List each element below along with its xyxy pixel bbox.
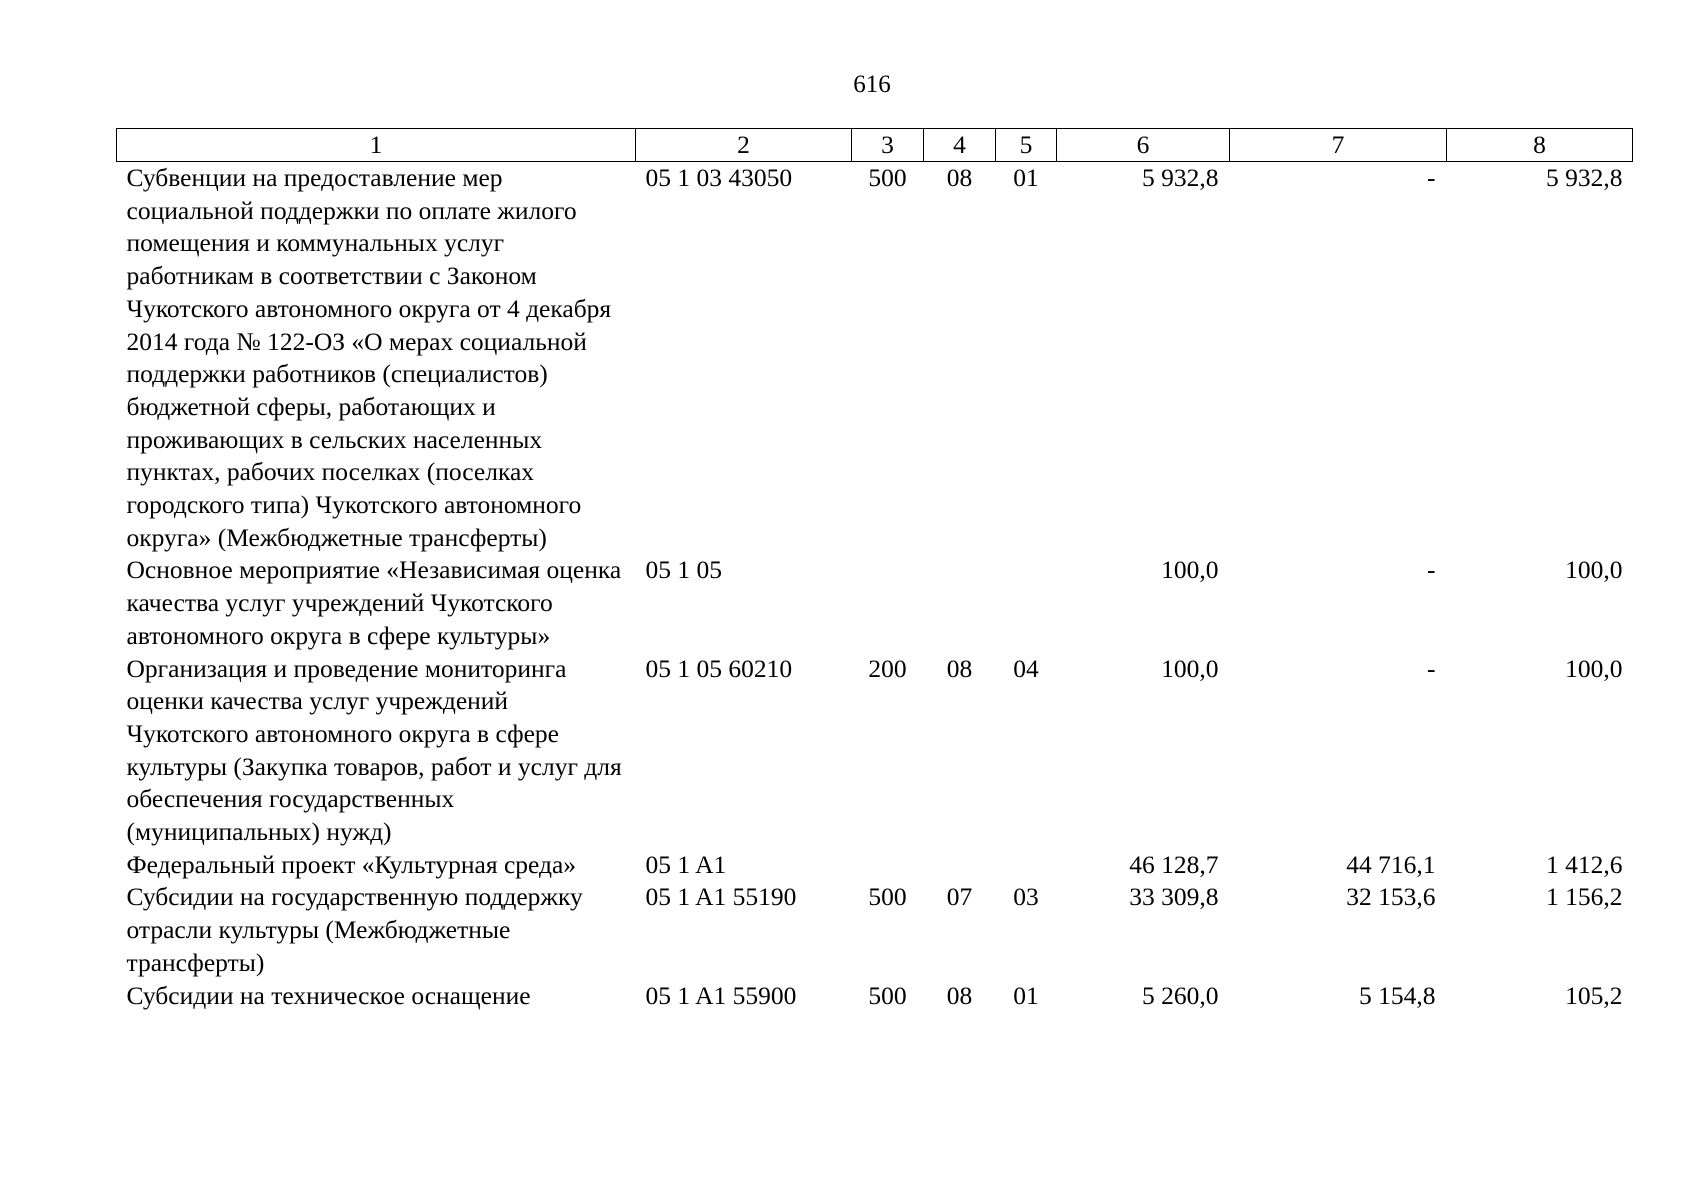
row-col7-cell: - xyxy=(1427,163,1436,192)
row-name-cell: Субсидии на государственную поддержку отрасли культуры (Межбюджетные трансферты) xyxy=(126,882,583,977)
row-col8-cell: 105,2 xyxy=(1565,980,1623,1010)
row-name-cell: Федеральный проект «Культурная среда» xyxy=(126,849,577,879)
row-col4-cell xyxy=(924,849,996,882)
table-row xyxy=(117,653,1633,849)
column-header-1: 1 xyxy=(117,129,636,162)
page-number: 616 xyxy=(853,71,891,98)
row-col7-cell: - xyxy=(1427,555,1436,585)
row-col3-cell: 500 xyxy=(868,980,907,1010)
row-col5-cell: 04 xyxy=(1013,653,1039,683)
column-header-6: 6 xyxy=(1057,129,1230,162)
row-col8-cell: 1 156,2 xyxy=(1546,882,1623,912)
row-code-cell: 05 1 05 xyxy=(645,555,722,585)
row-col4-cell xyxy=(924,554,996,652)
row-col4-cell: 08 xyxy=(946,163,973,192)
row-col5-cell: 01 xyxy=(1013,163,1039,192)
row-col8-cell: 5 932,8 xyxy=(1546,163,1623,192)
row-col5-cell xyxy=(996,554,1057,652)
row-col4-cell: 08 xyxy=(946,653,973,683)
row-name-cell: Основное мероприятие «Независимая оценка качества услуг учреждений Чукотского автономного округа в сфере культуры» xyxy=(126,555,622,650)
row-col5-cell xyxy=(996,849,1057,882)
table-row xyxy=(117,554,1633,652)
row-col6-cell: 5 260,0 xyxy=(1142,980,1219,1010)
table-row xyxy=(117,162,1633,555)
row-col4-cell: 08 xyxy=(946,980,973,1010)
column-number-header-row xyxy=(117,129,1633,162)
row-col7-cell: 32 153,6 xyxy=(1346,882,1436,912)
row-col5-cell: 03 xyxy=(1013,882,1039,912)
row-code-cell: 05 1 A1 xyxy=(645,849,727,879)
column-header-2: 2 xyxy=(636,129,852,162)
table-row xyxy=(117,849,1633,882)
row-col3-cell: 200 xyxy=(868,653,907,683)
column-header-3: 3 xyxy=(852,129,924,162)
row-col6-cell: 5 932,8 xyxy=(1142,163,1219,192)
table-row xyxy=(117,980,1633,1013)
row-col5-cell: 01 xyxy=(1013,980,1039,1010)
row-name-cell: Субсидии на техническое оснащение xyxy=(126,980,531,1010)
column-header-8: 8 xyxy=(1447,129,1633,162)
row-name-cell: Субвенции на предоставление мер социальной поддержки по оплате жилого помещения и коммунальных услуг работникам в соответствии с Законом Чукотского автономного округа от 4 декабря 2014 года № 122-ОЗ «О мерах социальной поддержки работников (специалистов) бюджетной сферы, работающих и проживающих в сельских населенных пунктах, рабочих поселках (поселках городского типа) Чукотского автономного округа» (Межбюджетные трансферты) xyxy=(126,163,612,552)
row-col6-cell: 100,0 xyxy=(1161,653,1219,683)
row-col7-cell: - xyxy=(1427,653,1436,683)
column-header-4: 4 xyxy=(924,129,996,162)
table-row xyxy=(117,881,1633,979)
row-col7-cell: 5 154,8 xyxy=(1359,980,1436,1010)
row-code-cell: 05 1 A1 55900 xyxy=(645,980,797,1010)
row-col7-cell: 44 716,1 xyxy=(1346,849,1436,879)
column-header-7: 7 xyxy=(1230,129,1447,162)
column-header-5: 5 xyxy=(996,129,1057,162)
row-col6-cell: 33 309,8 xyxy=(1129,882,1219,912)
row-code-cell: 05 1 03 43050 xyxy=(645,163,793,192)
row-col8-cell: 1 412,6 xyxy=(1546,849,1623,879)
budget-table xyxy=(116,128,1633,1012)
row-col8-cell: 100,0 xyxy=(1565,653,1623,683)
row-code-cell: 05 1 05 60210 xyxy=(645,653,793,683)
row-col3-cell: 500 xyxy=(868,163,907,192)
row-code-cell: 05 1 A1 55190 xyxy=(645,882,797,912)
row-col6-cell: 100,0 xyxy=(1161,555,1219,585)
row-col6-cell: 46 128,7 xyxy=(1129,849,1219,879)
row-col4-cell: 07 xyxy=(946,882,973,912)
row-col8-cell: 100,0 xyxy=(1565,555,1623,585)
row-name-cell: Организация и проведение мониторинга оценки качества услуг учреждений Чукотского автономного округа в сфере культуры (Закупка товаров, работ и услуг для обеспечения государственных (муниципальных) нужд) xyxy=(126,653,622,847)
row-col3-cell xyxy=(852,849,924,882)
row-col3-cell: 500 xyxy=(868,882,907,912)
row-col3-cell xyxy=(852,554,924,652)
